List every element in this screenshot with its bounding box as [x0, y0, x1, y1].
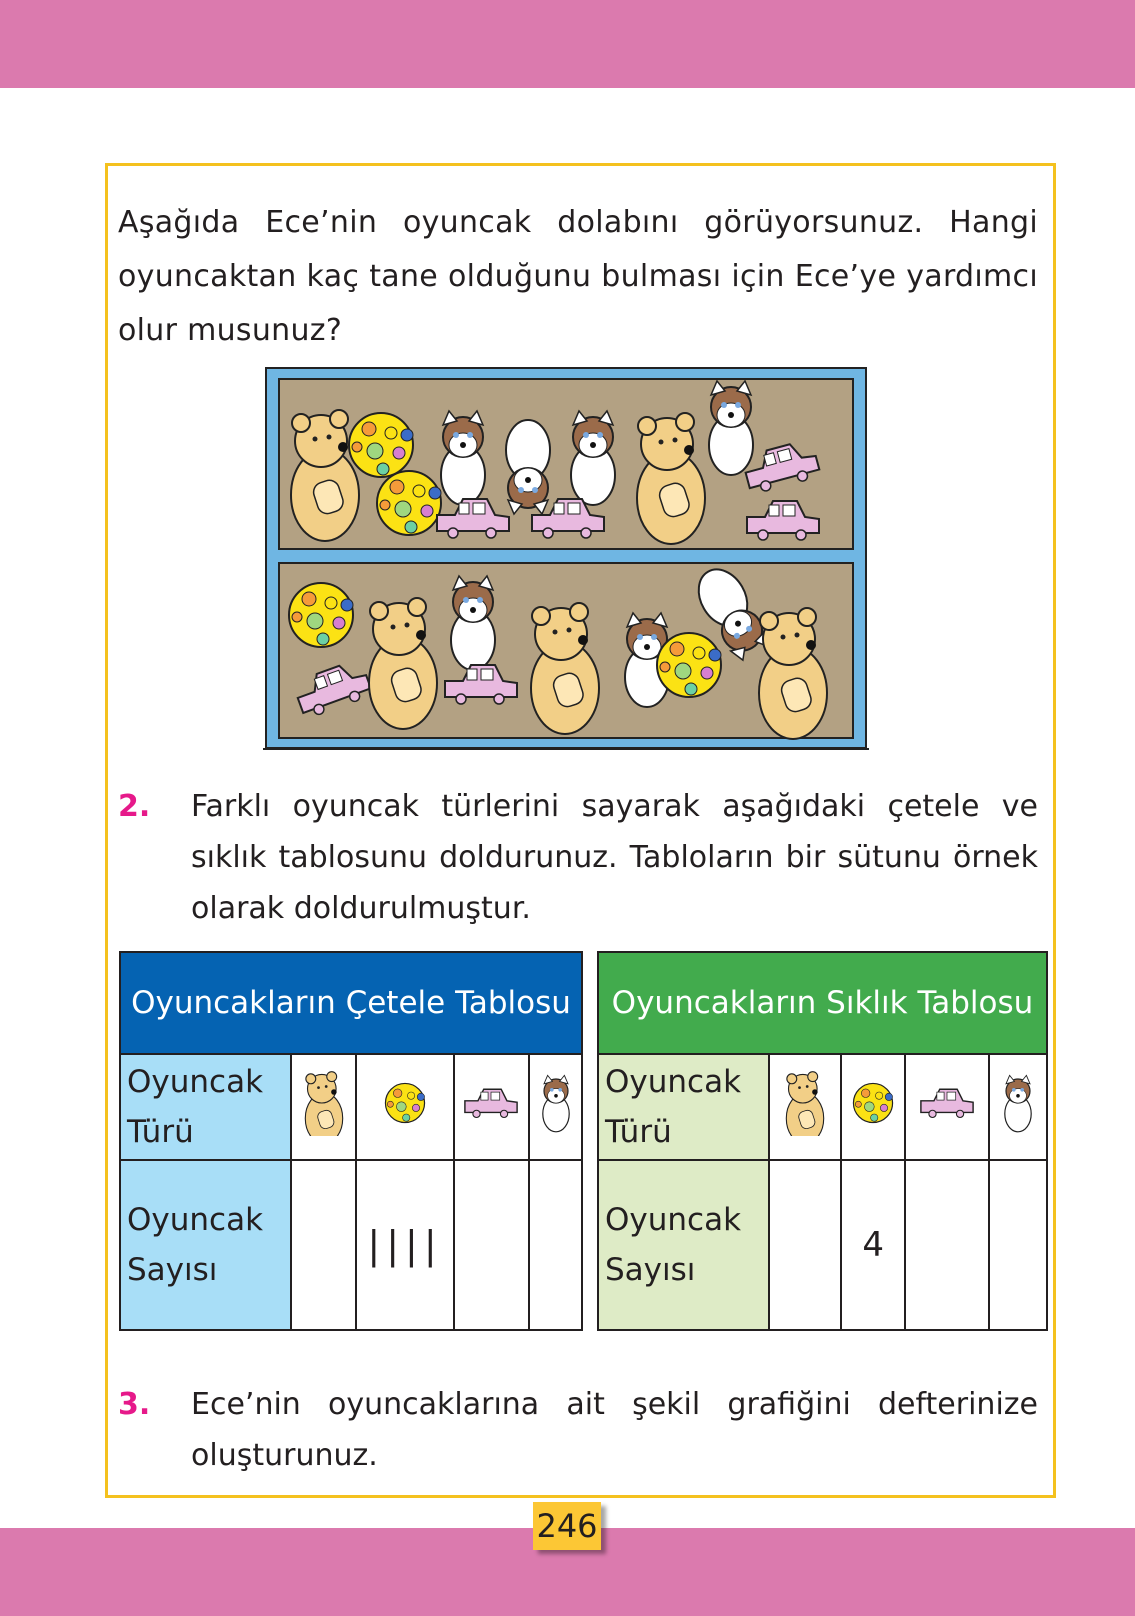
tally-cell-bear[interactable] [291, 1160, 356, 1330]
puppy-icon [989, 1054, 1047, 1160]
puppy-icon [529, 1054, 582, 1160]
question-3-number: 3. [118, 1387, 151, 1422]
teddy-bear-icon [769, 1054, 841, 1160]
tally-cell-car[interactable] [454, 1160, 530, 1330]
question-2-number: 2. [118, 789, 151, 824]
intro-text: Aşağıda Ece’nin oyuncak dolabını görüyorsunuz. Hangi oyuncaktan kaç tane olduğunu bulması için Ece’ye yardımcı olur musunuz? [118, 205, 1038, 348]
question-2-text: Farklı oyuncak türlerini sayarak aşağıdaki çetele ve sıklık tablosunu doldurunuz. Tabloların bir sütunu örnek olarak doldurulmuştur. [191, 789, 1038, 926]
tally-table [119, 951, 583, 1331]
row-label-type: Oyuncak Türü [120, 1054, 291, 1160]
tally-cell-puppy[interactable] [529, 1160, 582, 1330]
row-label-count: Oyuncak Sayısı [598, 1160, 769, 1330]
question-3 [118, 1379, 1038, 1489]
teddy-bear-icon [291, 1054, 356, 1160]
frequency-table [597, 951, 1048, 1331]
toy-cupboard-illustration [263, 365, 869, 751]
row-label-count: Oyuncak Sayısı [120, 1160, 291, 1330]
car-icon [454, 1054, 530, 1160]
car-icon [905, 1054, 988, 1160]
ball-icon [356, 1054, 453, 1160]
frequency-table-title: Oyuncakların Sıklık Tablosu [598, 952, 1047, 1054]
question-2 [118, 781, 1038, 941]
question-3-text: Ece’nin oyuncaklarına ait şekil grafiğini defterinize oluşturunuz. [191, 1387, 1038, 1473]
frequency-cell-ball[interactable]: 4 [841, 1160, 905, 1330]
frequency-cell-bear[interactable] [769, 1160, 841, 1330]
row-label-type: Oyuncak Türü [598, 1054, 769, 1160]
tally-cell-ball[interactable]: |||| [356, 1160, 453, 1330]
ball-icon [841, 1054, 905, 1160]
tally-table-title: Oyuncakların Çetele Tablosu [120, 952, 582, 1054]
page-number: 246 [533, 1502, 601, 1550]
top-pink-band [0, 0, 1135, 88]
frequency-cell-car[interactable] [905, 1160, 988, 1330]
frequency-cell-puppy[interactable] [989, 1160, 1047, 1330]
